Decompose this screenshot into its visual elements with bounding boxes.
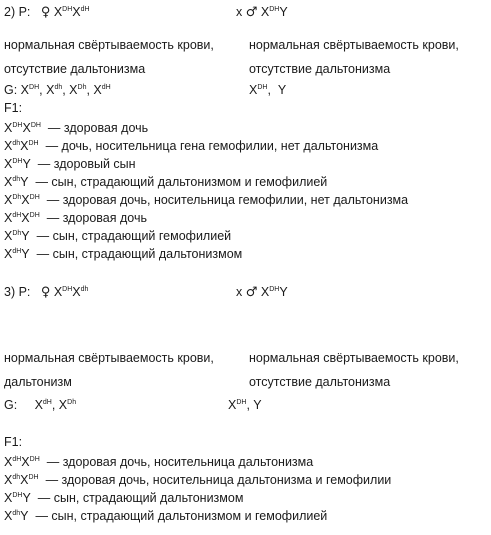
s3-female-allele2: dh bbox=[80, 286, 89, 293]
s2-cross-x: x bbox=[236, 5, 243, 19]
s3-parents-female: 3) P: ♀ $X^{DH}X^{dh}$ bbox=[4, 285, 89, 300]
female-symbol-icon: ♀ bbox=[40, 285, 51, 300]
s2-gametes-right: $X^{DH}$, Y bbox=[249, 83, 287, 97]
s2-gamete-4: dH bbox=[101, 84, 111, 91]
s2-gamete-3: Dh bbox=[77, 84, 87, 91]
s3-p-label: 3) P: bbox=[4, 285, 31, 299]
s2-gametes-left: G: $X^{DH}$, $X^{dh}$, $X^{Dh}$, $X^{dH}$ bbox=[4, 83, 111, 97]
s2-pheno-right-2: отсутствие дальтонизма bbox=[249, 62, 391, 76]
s3-pheno-right-2: отсутствие дальтонизма bbox=[249, 375, 391, 389]
s2-f1-row: $X^{DH}Y$ — здоровый сын bbox=[4, 157, 136, 171]
s2-female-allele1: DH bbox=[62, 6, 73, 13]
male-symbol-icon: ♂ bbox=[245, 285, 258, 300]
s3-gametes-right: $X^{DH}$, Y bbox=[228, 398, 262, 412]
s2-male-allele: DH bbox=[269, 6, 280, 13]
female-symbol-icon: ♀ bbox=[40, 5, 51, 20]
s2-pheno-right-1: нормальная свёртываемость крови, bbox=[249, 38, 459, 52]
s3-female-allele1: DH bbox=[62, 286, 73, 293]
s2-female-allele2: dH bbox=[80, 6, 90, 13]
s3-f1-row: $X^{DH}Y$ — сын, страдающий дальтонизмом bbox=[4, 491, 244, 505]
s2-f1-label: F1: bbox=[4, 101, 23, 115]
s3-male-allele: DH bbox=[269, 286, 280, 293]
s2-f1-row: $X^{Dh}X^{DH}$ — здоровая дочь, носительница гемофилии, нет дальтонизма bbox=[4, 193, 409, 207]
s3-pheno-left-2: дальтонизм bbox=[4, 375, 72, 389]
s3-f1-row: $X^{dh}Y$ — сын, страдающий дальтонизмом и гемофилией bbox=[4, 509, 328, 523]
s3-cross-x: x bbox=[236, 285, 243, 299]
s3-pheno-right-1: нормальная свёртываемость крови, bbox=[249, 351, 459, 365]
s2-pheno-left-2: отсутствие дальтонизма bbox=[4, 62, 146, 76]
s3-gamete-1: dH bbox=[42, 399, 52, 406]
s2-parents-female: 2) P: ♀ $X^{DH}X^{dH}$ bbox=[4, 5, 90, 20]
s2-f1-row: $X^{dh}X^{DH}$ — дочь, носительница гена гемофилии, нет дальтонизма bbox=[4, 139, 379, 153]
s3-gametes-left: G: $X^{dH}$, $X^{Dh}$ bbox=[4, 398, 77, 412]
s2-f1-row: $X^{DH}X^{DH}$ — здоровая дочь bbox=[4, 121, 149, 135]
s2-p-label: 2) P: bbox=[4, 5, 31, 19]
s2-parents-male: x ♂ $X^{DH}Y$ bbox=[236, 5, 288, 20]
s2-gamete-male: DH bbox=[257, 84, 268, 91]
male-symbol-icon: ♂ bbox=[245, 5, 258, 20]
s2-gamete-1: DH bbox=[29, 84, 40, 91]
s2-f1-row: $X^{dH}X^{DH}$ — здоровая дочь bbox=[4, 211, 147, 225]
s2-g-label: G: bbox=[4, 83, 18, 97]
s3-parents-male: x ♂ $X^{DH}Y$ bbox=[236, 285, 288, 300]
s3-f1-label: F1: bbox=[4, 435, 23, 449]
s2-f1-row: $X^{dH}Y$ — сын, страдающий дальтонизмом bbox=[4, 247, 243, 261]
s3-f1-row: $X^{dh}X^{DH}$ — здоровая дочь, носительница дальтонизма и гемофилии bbox=[4, 473, 392, 487]
s2-pheno-left-1: нормальная свёртываемость крови, bbox=[4, 38, 214, 52]
s3-f1-row: $X^{dH}X^{DH}$ — здоровая дочь, носительница дальтонизма bbox=[4, 455, 314, 469]
s2-gamete-2: dh bbox=[54, 84, 63, 91]
s3-pheno-left-1: нормальная свёртываемость крови, bbox=[4, 351, 214, 365]
s3-gamete-male: DH bbox=[236, 399, 247, 406]
s3-g-label: G: bbox=[4, 398, 18, 412]
s2-f1-row: $X^{dh}Y$ — сын, страдающий дальтонизмом и гемофилией bbox=[4, 175, 328, 189]
s2-f1-row: $X^{Dh}Y$ — сын, страдающий гемофилией bbox=[4, 229, 232, 243]
s3-gamete-2: Dh bbox=[67, 399, 77, 406]
